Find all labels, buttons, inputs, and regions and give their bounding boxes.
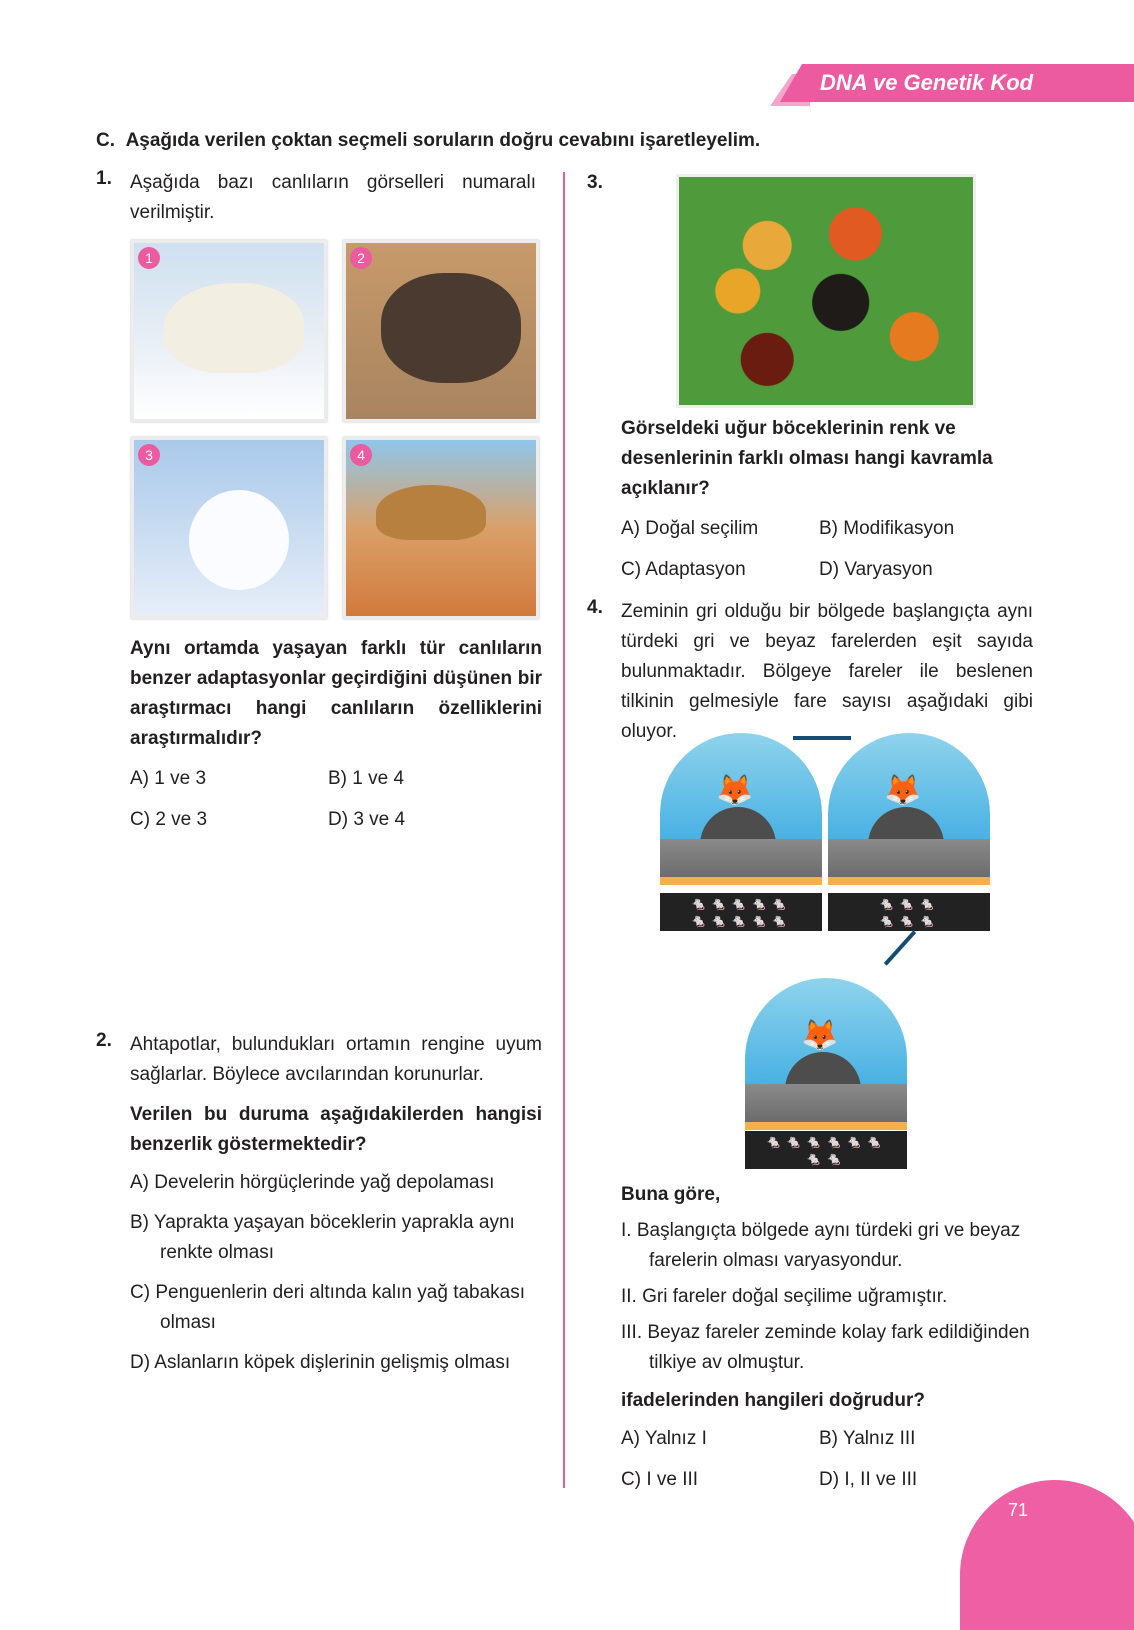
stage-1-scene: [660, 733, 822, 885]
camel-shape: [376, 485, 486, 540]
question-text: Görseldeki uğur böceklerinin renk ve desenlerinin farklı olması hangi kavramla açıklanır?: [621, 418, 993, 499]
photo-polar-bear: [131, 240, 327, 422]
options: [130, 1168, 542, 1378]
question-text: ifadelerinden hangileri doğrudur?: [621, 1390, 926, 1411]
photo-brown-bear: [343, 240, 539, 422]
brown-bear-shape: [381, 273, 521, 383]
photo-ladybugs: [676, 174, 976, 408]
arrow-right-icon: [793, 736, 851, 740]
stage-3-scene: [745, 978, 907, 1130]
question-text: Aynı ortamda yaşayan farklı tür canlıların benzer adaptasyonlar geçirdiğini düşünen bir araştırmacı hangi canlıların özelliklerini araştırmalıdır?: [130, 638, 542, 749]
option-d[interactable]: D) I, II ve III: [819, 1469, 918, 1490]
question-intro: Aşağıda bazı canlıların görselleri numaralı verilmiştir.: [130, 172, 536, 223]
question-number: 4.: [587, 597, 603, 618]
fox-mice-diagram: [660, 728, 990, 1168]
fox-icon: 🦊: [884, 774, 922, 807]
question-4-body: [621, 1180, 1033, 1495]
stage-1-mice-count: 🐁🐁🐁🐁🐁 🐁🐁🐁🐁🐁: [660, 893, 822, 931]
chapter-title: DNA ve Genetik Kod: [820, 70, 1034, 95]
question-1-body: [130, 634, 542, 835]
option-c[interactable]: C) I ve III: [621, 1469, 699, 1490]
option-a[interactable]: A) Yalnız I: [621, 1428, 707, 1449]
section-label: C.: [96, 130, 115, 151]
question-number: 3.: [587, 172, 603, 193]
image-badge: 1: [138, 247, 160, 269]
polar-bear-shape: [164, 283, 304, 373]
option-b[interactable]: B) Yaprakta yaşayan böceklerin yaprakla aynı renkte olması: [130, 1212, 515, 1263]
option-c[interactable]: C) Penguenlerin deri altında kalın yağ tabakası olması: [130, 1282, 526, 1333]
question-intro: Ahtapotlar, bulundukları ortamın rengine uyum sağlarlar. Böylece avcılarından korunurlar.: [130, 1034, 542, 1085]
photo-camel: [343, 437, 539, 619]
image-badge: 3: [138, 444, 160, 466]
page-number: 71: [1008, 1500, 1029, 1520]
image-badge: 4: [350, 444, 372, 466]
options: [130, 764, 542, 835]
option-d[interactable]: D) Aslanların köpek dişlerinin gelişmiş olması: [130, 1352, 511, 1373]
statement-3: III. Beyaz fareler zeminde kolay fark edildiğinden tilkiye av olmuştur.: [621, 1322, 1030, 1373]
options: [621, 514, 1033, 585]
question-2: [96, 1030, 542, 1378]
option-a[interactable]: A) 1 ve 3: [130, 768, 207, 789]
image-badge: 2: [350, 247, 372, 269]
option-b[interactable]: B) 1 ve 4: [328, 768, 405, 789]
question-number: 2.: [96, 1030, 112, 1051]
question-1: [96, 168, 542, 228]
photo-arctic-hare: [131, 437, 327, 619]
hare-shape: [189, 490, 289, 590]
stage-2-scene: [828, 733, 990, 885]
option-b[interactable]: B) Modifikasyon: [819, 518, 955, 539]
fox-icon: 🦊: [716, 774, 754, 807]
option-c[interactable]: C) Adaptasyon: [621, 559, 746, 580]
question-intro: Zeminin gri olduğu bir bölgede başlangıçta aynı türdeki gri ve beyaz farelerden eşit sayıda bulunmaktadır. Bölgeye fareler ile beslenen tilkinin gelmesiyle fare sayısı aşağıdaki gibi oluyor.: [621, 601, 1033, 742]
option-b[interactable]: B) Yalnız III: [819, 1428, 916, 1449]
stage-3-mice-count: 🐁🐁🐁🐁🐁🐁 🐁🐁: [745, 1131, 907, 1169]
option-d[interactable]: D) 3 ve 4: [328, 809, 406, 830]
statement-1: I. Başlangıçta bölgede aynı türdeki gri ve beyaz farelerin olması varyasyondur.: [621, 1220, 1021, 1271]
stage-2-mice-count: 🐁🐁🐁 🐁🐁🐁: [828, 893, 990, 931]
options: [621, 1424, 1033, 1495]
question-lead: Buna göre,: [621, 1184, 721, 1205]
option-c[interactable]: C) 2 ve 3: [130, 809, 208, 830]
question-text: Verilen bu duruma aşağıdakilerden hangisi benzerlik göstermektedir?: [130, 1104, 542, 1155]
question-4: [587, 597, 1033, 747]
question-3-body: [621, 414, 1033, 585]
question-number: 1.: [96, 168, 112, 189]
section-heading: [96, 130, 760, 152]
section-text: Aşağıda verilen çoktan seçmeli soruların doğru cevabını işaretleyelim.: [125, 130, 761, 151]
option-a[interactable]: A) Doğal seçilim: [621, 518, 759, 539]
page-number-tab: [960, 1480, 1134, 1630]
option-d[interactable]: D) Varyasyon: [819, 559, 933, 580]
statement-2: II. Gri fareler doğal seçilime uğramıştır.: [621, 1286, 948, 1307]
column-divider: [563, 172, 565, 1488]
arrow-down-left-icon: [884, 930, 916, 965]
fox-icon: 🦊: [801, 1019, 839, 1052]
option-a[interactable]: A) Develerin hörgüçlerinde yağ depolaması: [130, 1172, 495, 1193]
